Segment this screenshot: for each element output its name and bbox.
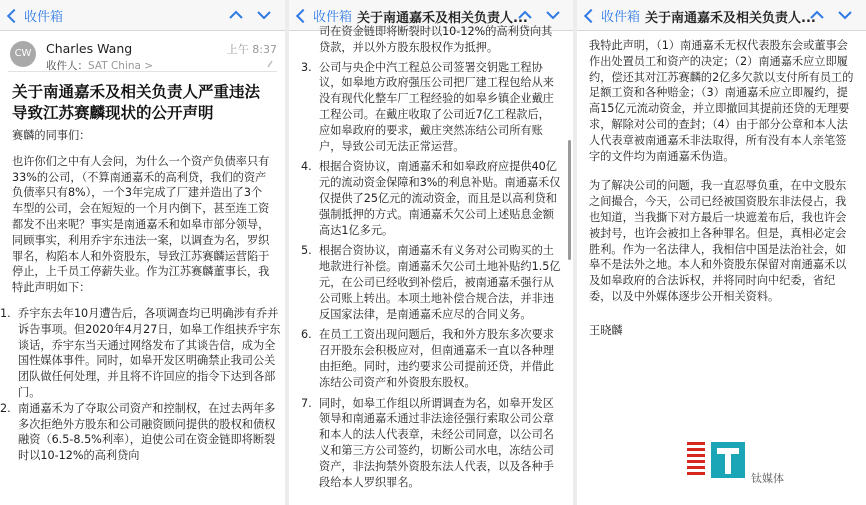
sender-name[interactable]: Charles Wang xyxy=(46,41,133,56)
chevron-left-icon xyxy=(584,8,598,22)
next-message-button[interactable] xyxy=(256,8,272,22)
chevron-up-icon xyxy=(517,8,533,22)
chevron-down-icon xyxy=(256,8,272,22)
recipient-line[interactable] xyxy=(46,58,153,73)
previous-message-button[interactable] xyxy=(228,8,244,22)
intro-paragraph: 也许你们之中有人会问，为什么一个资产负债率只有33%的公司，（不算南通嘉禾的高利贷，我们的资产负债率只有8%），一个3年完成了厂建并造出了3个车型的公司，会在短短的一个月内倒下，甚至连工资都发不出来呢？事实是南通嘉禾和如皋市部分领导，同顾事实，利用乔宇东违法一案，以调查为名，罗织罪名，构陷本人和外资股东，导致江苏赛麟运营陷于停止，上千员工停薪失业。作为江苏赛麟董事长，我特此声明如下： xyxy=(12,154,270,295)
to-value: SAT China > xyxy=(88,60,154,72)
nav-title: 关于南通嘉禾及相关负责人... xyxy=(357,11,528,26)
previous-message-button[interactable] xyxy=(517,8,533,22)
list-item: 4. 根据合资协议，南通嘉禾和如皋政府应提供40亿元的流动资金保障和3%的利息补贴。南通嘉禾仅仅提供了25亿元的流动资金，而且是以高利贷和强制抵押的方式。南通嘉禾欠公司上述贴息金额高达1亿多元。 xyxy=(301,160,561,237)
list-item: 7. 同时，如皋工作组以所谓调查为名，如皋开发区领导和南通嘉禾通过非法途径强行索取公司公章和本人的法人代表章，未经公司同意，以公司名义和第三方公司签约，切断公司水电，冻结公司资产，非法拘禁外资股东法人代表，以及各种手段给本人罗织罪名。 xyxy=(301,396,554,489)
next-message-button[interactable] xyxy=(545,8,561,22)
numbered-list xyxy=(301,60,561,491)
message-body xyxy=(577,38,866,505)
continued-text: 司在资金链即将断裂时以10-12%的高利贷向其贷款，并以外方股东股权作为抵押。 xyxy=(319,25,553,54)
nav-title: 关于南通嘉禾及相关负责人... xyxy=(645,11,816,26)
watermark-text: 钛媒体 xyxy=(751,472,784,485)
signature: 王晓麟 xyxy=(589,323,623,337)
email-panel-3 xyxy=(577,0,866,505)
list-item: 3. 公司与央企中汽工程总公司签署交钥匙工程协议，如皋地方政府强压公司把厂建工程包给从来没有现代化整车厂工程经验的如皋乡镇企业戴庄工程公司。在戴庄收取了公司近7亿工程款后，应如皋政府的要求，戴庄突然冻结公司所有账户，导致公司无法正常运营。 xyxy=(301,60,554,153)
closing-paragraph: 为了解决公司的问题，我一直忍辱负重，在中文股东之间撮合，今天，公司已经被国资股东非法侵占，我也知道，当我撕下对方最后一块遮羞布后，我也许会被封号，也许会被扣上各种罪名。但是，真相必定会胜利。作为一名法律人，我相信中国是法治社会，如皋不是法外之地。本人和外资股东保留对南通嘉禾以及如皋政府的合法诉权，并将同时向中纪委，省纪委，以及中外媒体逐步公开相关资料。 xyxy=(589,179,847,303)
declaration-paragraph: 我特此声明，（1）南通嘉禾无权代表股东会或董事会作出处置员工和资产的决定；（2）南通嘉禾应立即履约，偿还其对江苏赛麟的2亿多欠款以支付所有员工的足额工资和各种赔金；（3）南通嘉禾应立即履约，提高15亿元流动资金，并立即撤回其提前还贷的无理要求，解除对公司的查封；（4）由于部分公章和本人法人代表章被南通嘉禾非法取得，所有没有本人亲笔签字的文件均为南通嘉禾伪造。 xyxy=(589,39,854,163)
back-button[interactable] xyxy=(583,6,640,25)
email-panel-2 xyxy=(289,0,573,505)
attachment-icon xyxy=(265,59,275,72)
next-message-button[interactable] xyxy=(837,8,853,22)
email-title: 关于南通嘉禾及相关负责人严重违法导致江苏赛麟现状的公开声明 xyxy=(12,83,261,122)
back-label: 收件箱 xyxy=(24,10,64,25)
greeting: 赛麟的同事们： xyxy=(12,129,91,142)
chevron-left-icon xyxy=(296,8,310,22)
chevron-down-icon xyxy=(545,8,561,22)
email-panel-1 xyxy=(0,0,285,505)
list-item: 1. 乔宇东去年10月遭告后，各项调查均已明确涉有乔并诉告事项。但2020年4月27日，如皋工作组挟乔宇东谈话，乔宇东当天通过网络发布了其谈告信，成为全国性媒体事件。同时，如皋开发区明确禁止我司公关团队做任何处理，并且将不许回应的指令下达到各部门。 xyxy=(0,306,281,399)
numbered-list xyxy=(0,306,285,464)
message-time: 上午 8:37 xyxy=(226,43,277,56)
back-button[interactable] xyxy=(295,6,352,25)
message-header xyxy=(8,31,277,72)
previous-message-button[interactable] xyxy=(809,8,825,22)
scrollbar[interactable] xyxy=(568,140,571,260)
back-button[interactable] xyxy=(6,6,63,25)
list-item: 6. 在员工工资出现问题后，我和外方股东多次要求召开股东会积极应对，但南通嘉禾一直以各种理由拒绝。同时，违约要求公司提前还贷，并借此冻结公司资产和外资股东股权。 xyxy=(301,328,554,389)
chevron-up-icon xyxy=(809,8,825,22)
back-label: 收件箱 xyxy=(601,10,641,25)
to-label: 收件人： xyxy=(46,60,88,72)
nav-bar xyxy=(577,0,866,31)
message-body xyxy=(0,31,285,505)
chevron-down-icon xyxy=(837,8,853,22)
chevron-left-icon xyxy=(7,8,21,22)
list-item: 2. 南通嘉禾为了夺取公司资产和控制权，在过去两年多多次拒绝外方股东和公司融资顾问提供的股权和债权融资（6.5-8.5%利率），迫使公司在资金链即将断裂时以10-12%的高利贷向 xyxy=(0,401,276,463)
message-body xyxy=(289,24,573,505)
chevron-up-icon xyxy=(228,8,244,22)
back-label: 收件箱 xyxy=(313,10,353,25)
nav-bar xyxy=(0,0,285,31)
avatar: CW xyxy=(10,41,36,67)
list-item: 5. 根据合资协议，南通嘉禾有义务对公司购买的土地款进行补偿。南通嘉禾欠公司土地补贴约1.5亿元，在公司已经收到补偿后，被南通嘉禾强行从公司账上转出。本项土地补偿合规合法，并非违反国家法律，是南通嘉禾应尽的合同义务。 xyxy=(301,244,561,321)
watermark-logo xyxy=(687,440,837,504)
